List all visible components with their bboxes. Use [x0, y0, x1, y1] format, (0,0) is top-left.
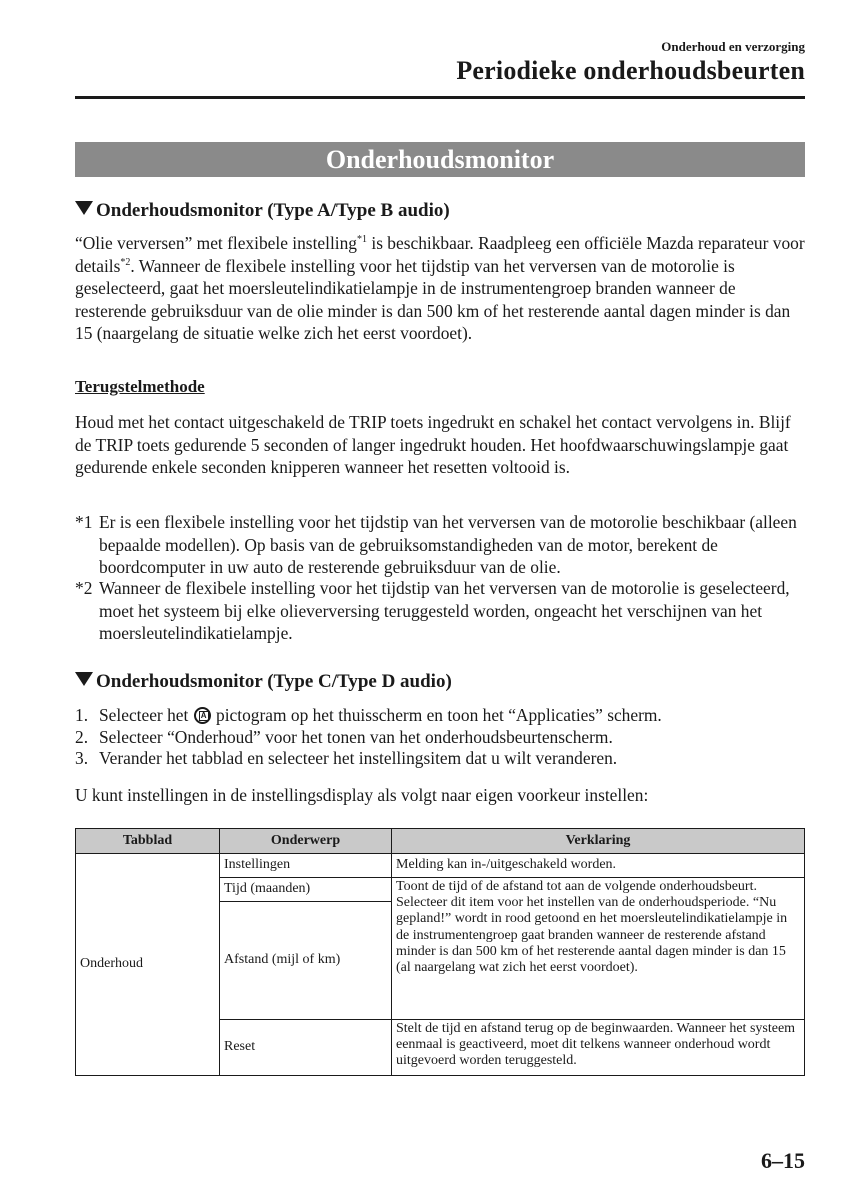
page-number: 6–15 [761, 1148, 805, 1173]
step-text: Selecteer “Onderhoud” voor het tonen van het onderhoudsbeurtenscherm. [99, 726, 613, 747]
footnote-1-text: Er is een flexibele instelling voor het tijdstip van het verversen van de motorolie beschikbaar (alleen bepaalde modellen). Op basis van de gebruiksomstandigheden van de motor, berekent de boordcomputer in uw auto de resterende gebruiksduur van de olie. [99, 512, 797, 577]
intro-text-1: “Olie verversen” met flexibele instelling [75, 233, 358, 253]
subject-cell: Reset [220, 1020, 392, 1076]
footnote-ref-1: *1 [357, 234, 368, 246]
column-header: Onderwerp [220, 829, 392, 854]
intro-text-2: is beschikbaar. Raadpleeg een officiële Mazda reparateur voor details [75, 233, 805, 276]
settings-intro: U kunt instellingen in de instellingsdisplay als volgt naar eigen voorkeur instellen: [75, 785, 649, 805]
subject-cell: Instellingen [220, 854, 392, 878]
intro-text-3: . Wanneer de flexibele instelling voor het tijdstip van het verversen van de motorolie is geselecteerd, gaat het moersleutelindikatielampje in de instrumentengroep branden wanneer de resterende gebruiksduur van de olie minder is dan 500 km of het resterende aantal dagen minder is dan 15 (naargelang de situatie welke zich het eerst voordoet). [75, 255, 791, 343]
footnote-1 [75, 511, 810, 579]
footnote-2-text: Wanneer de flexibele instelling voor het tijdstip van het verversen van de motorolie is geselecteerd, moet het systeem bij elke olieverversing teruggesteld worden, ongeacht het verschijnen van het moersleutelindikatielampje. [99, 578, 790, 643]
list-item [75, 727, 810, 749]
triangle-down-icon [75, 201, 93, 215]
step-number: 3. [75, 748, 89, 768]
subject-cell: Tijd (maanden) [220, 878, 392, 902]
description-cell: Melding kan in-/uitgeschakeld worden. [392, 854, 805, 878]
tab-cell: Onderhoud [76, 854, 220, 1076]
footnote-2 [75, 577, 810, 645]
maintenance-table [75, 828, 805, 1076]
header-title: Periodieke onderhoudsbeurten [456, 56, 805, 85]
step-text: Verander het tabblad en selecteer het instellingsitem dat u wilt veranderen. [99, 748, 618, 768]
footnote-2-mark: *2 [75, 578, 93, 598]
heading-type-cd-text: Onderhoudsmonitor (Type C/Type D audio) [96, 671, 452, 692]
description-cell: Toont de tijd of de afstand tot aan de volgende onderhoudsbeurt. Selecteer dit item voor het instellen van de onderhoudsperiode. “Nu gepland!” wordt in rood getoond en het moersleutelindikatielampje in de instrumentengroep gaat branden wanneer de resterende afstand minder is dan 500 km of het resterende aantal dagen minder is dan 15 (al naargelang wat zich het eerst voordoet). [392, 878, 805, 1020]
applications-icon [194, 707, 211, 724]
footnote-ref-2: *2 [120, 256, 131, 268]
footnote-1-mark: *1 [75, 512, 93, 532]
column-header: Tabblad [76, 829, 220, 854]
intro-paragraph [75, 232, 810, 345]
list-item [75, 748, 810, 770]
column-header: Verklaring [392, 829, 805, 854]
section-banner: Onderhoudsmonitor [75, 142, 805, 177]
step-text: Selecteer het [99, 705, 193, 725]
reset-method-text: Houd met het contact uitgeschakeld de TRIP toets ingedrukt en schakel het contact vervolgens in. Blijf de TRIP toets gedurende 5 seconden of langer ingedrukt houden. Het hoofdwaarschuwingslampje gaat gedurende enkele seconden knipperen wanneer het resetten voltooid is. [75, 412, 791, 477]
description-cell: Stelt de tijd en afstand terug op de beginwaarden. Wanneer het systeem eenmaal is geactiveerd, moet dit telkens wanneer onderhoud wordt uitgevoerd worden teruggesteld. [392, 1020, 805, 1076]
heading-type-ab-text: Onderhoudsmonitor (Type A/Type B audio) [96, 200, 450, 221]
list-item [75, 705, 810, 727]
step-number: 1. [75, 705, 89, 725]
header-section: Onderhoud en verzorging [661, 39, 805, 54]
triangle-down-icon [75, 672, 93, 686]
subject-cell: Afstand (mijl of km) [220, 902, 392, 1020]
table-row [76, 854, 805, 878]
step-list [75, 705, 810, 770]
step-text: pictogram op het thuisscherm en toon het “Applicaties” scherm. [211, 705, 662, 725]
heading-type-cd [75, 671, 452, 693]
step-number: 2. [75, 726, 89, 747]
reset-method-heading: Terugstelmethode [75, 377, 205, 396]
heading-type-ab [75, 200, 450, 222]
table-header-row [76, 829, 805, 854]
header-rule [75, 96, 805, 99]
